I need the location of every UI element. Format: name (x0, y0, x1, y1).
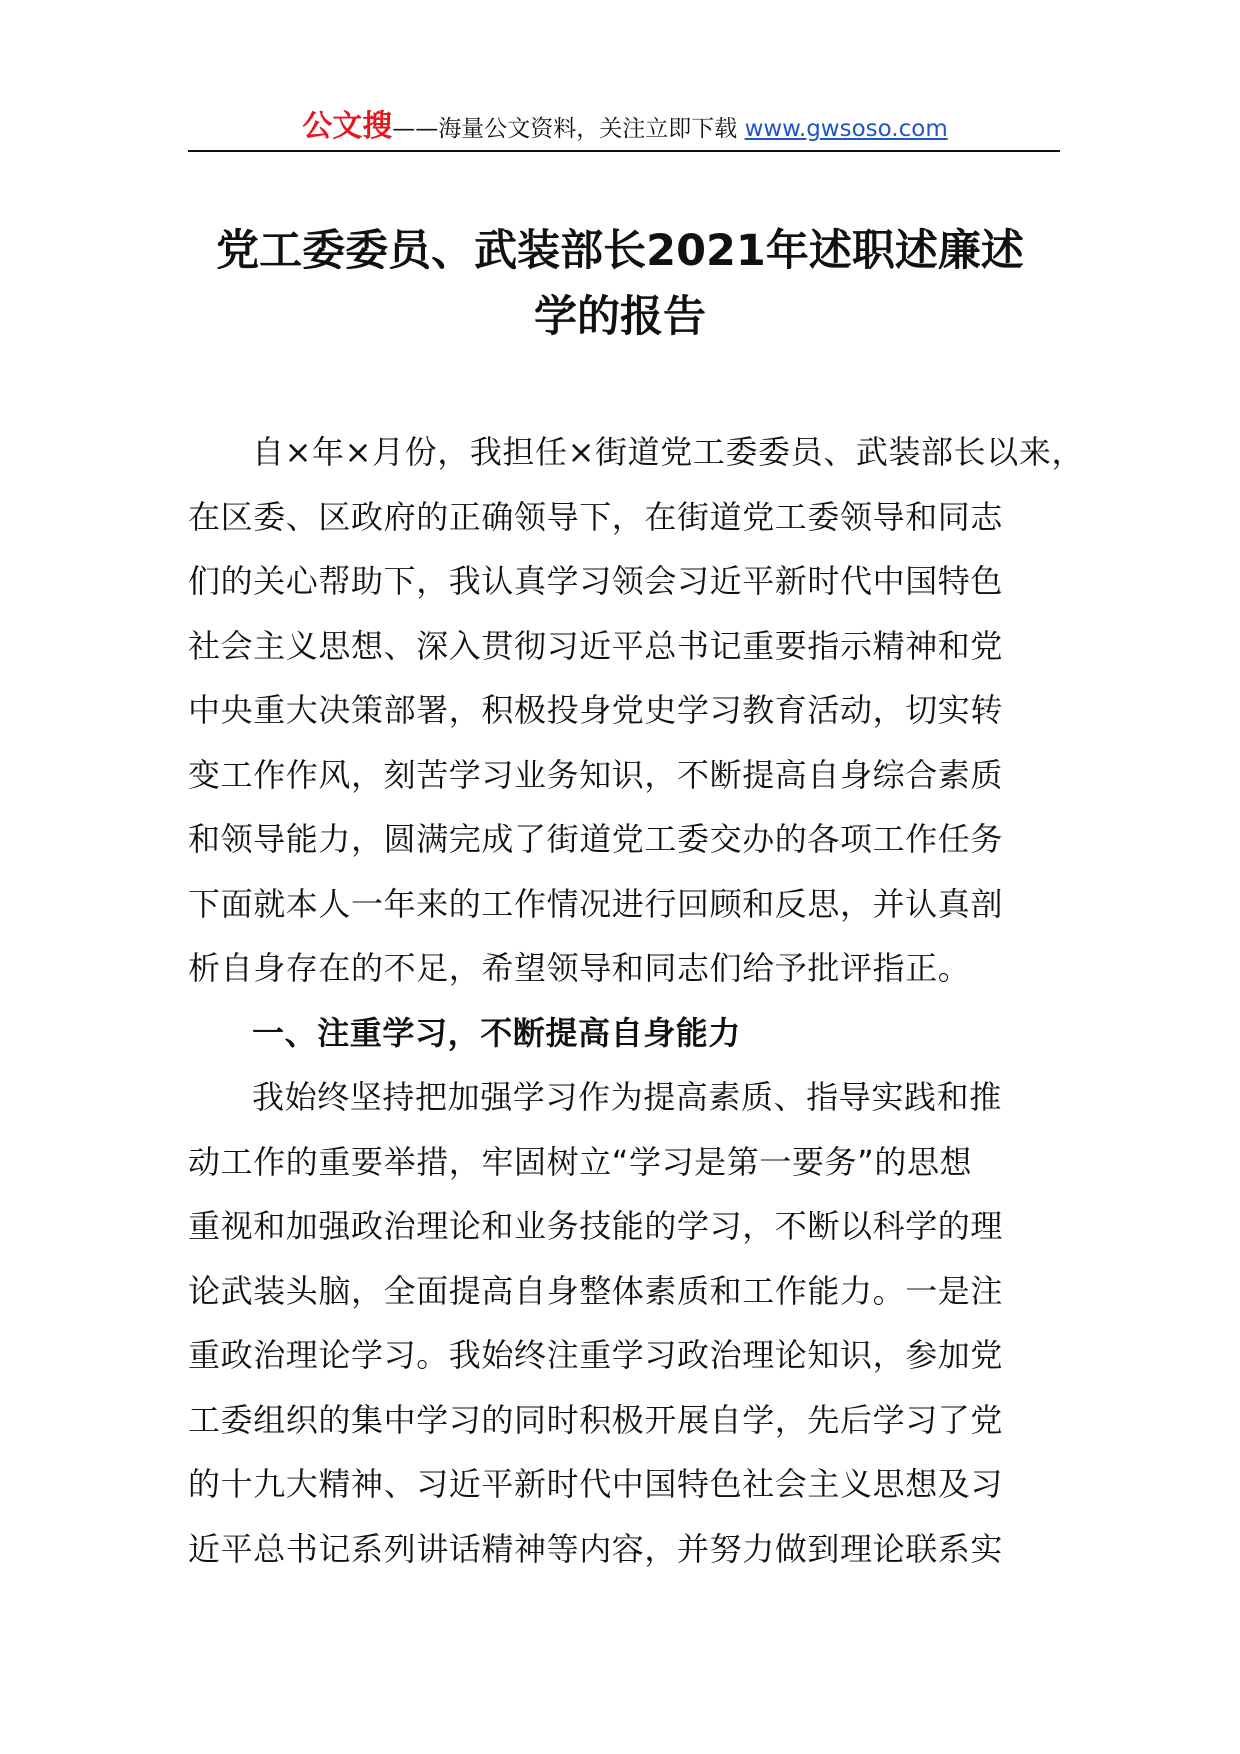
paragraph-line: 论武装头脑，全面提高自身整体素质和工作能力。一是注 (188, 1271, 1004, 1310)
header-divider (188, 150, 1060, 152)
paragraph-line: 变工作作风，刻苦学习业务知识，不断提高自身综合素质 (188, 755, 1004, 794)
document-body (188, 420, 1088, 1581)
paragraph-line: 我始终坚持把加强学习作为提高素质、指导实践和推 (252, 1078, 1002, 1116)
paragraph-line: 工委组织的集中学习的同时积极开展自学，先后学习了党 (188, 1400, 1004, 1439)
paragraph-line: 们的关心帮助下，我认真学习领会习近平新时代中国特色 (188, 562, 1004, 600)
title-line-1: 党工委委员、武装部长2021年述职述廉述 (216, 226, 1024, 276)
website-link[interactable]: www.gwsoso.com (744, 116, 948, 142)
paragraph-line: 重政治理论学习。我始终注重学习政治理论知识，参加党 (188, 1336, 1004, 1374)
header-tagline: ——海量公文资料，关注立即下载 (392, 116, 745, 142)
paragraph-line: 在区委、区政府的正确领导下，在街道党工委领导和同志 (188, 497, 1004, 536)
paragraph-line: 中央重大决策部署，积极投身党史学习教育活动，切实转 (188, 691, 1004, 729)
paragraph-line: 社会主义思想、深入贯彻习近平总书记重要指示精神和党 (188, 626, 1004, 665)
paragraph-line: 的十九大精神、习近平新时代中国特色社会主义思想及习 (188, 1465, 1004, 1503)
paragraph-line: 动工作的重要举措，牢固树立“学习是第一要务”的思想 (188, 1142, 973, 1181)
paragraph-line: 重视和加强政治理论和业务技能的学习，不断以科学的理 (188, 1207, 1004, 1245)
page-header (190, 104, 1060, 150)
document-title (170, 218, 1070, 350)
section-heading: 一、注重学习，不断提高自身能力 (252, 1013, 742, 1052)
paragraph-line: 下面就本人一年来的工作情况进行回顾和反思，并认真剖 (188, 884, 1004, 923)
brand-logo-text: 公文搜 (302, 109, 393, 144)
title-line-2: 学的报告 (534, 292, 706, 342)
paragraph-line: 析自身存在的不足，希望领导和同志们给予批评指正。 (188, 949, 971, 987)
paragraph-line: 自×年×月份，我担任×街道党工委委员、武装部长以来， (252, 433, 1085, 471)
paragraph-line: 和领导能力，圆满完成了街道党工委交办的各项工作任务 (188, 820, 1004, 858)
paragraph-line: 近平总书记系列讲话精神等内容，并努力做到理论联系实 (188, 1529, 1004, 1568)
